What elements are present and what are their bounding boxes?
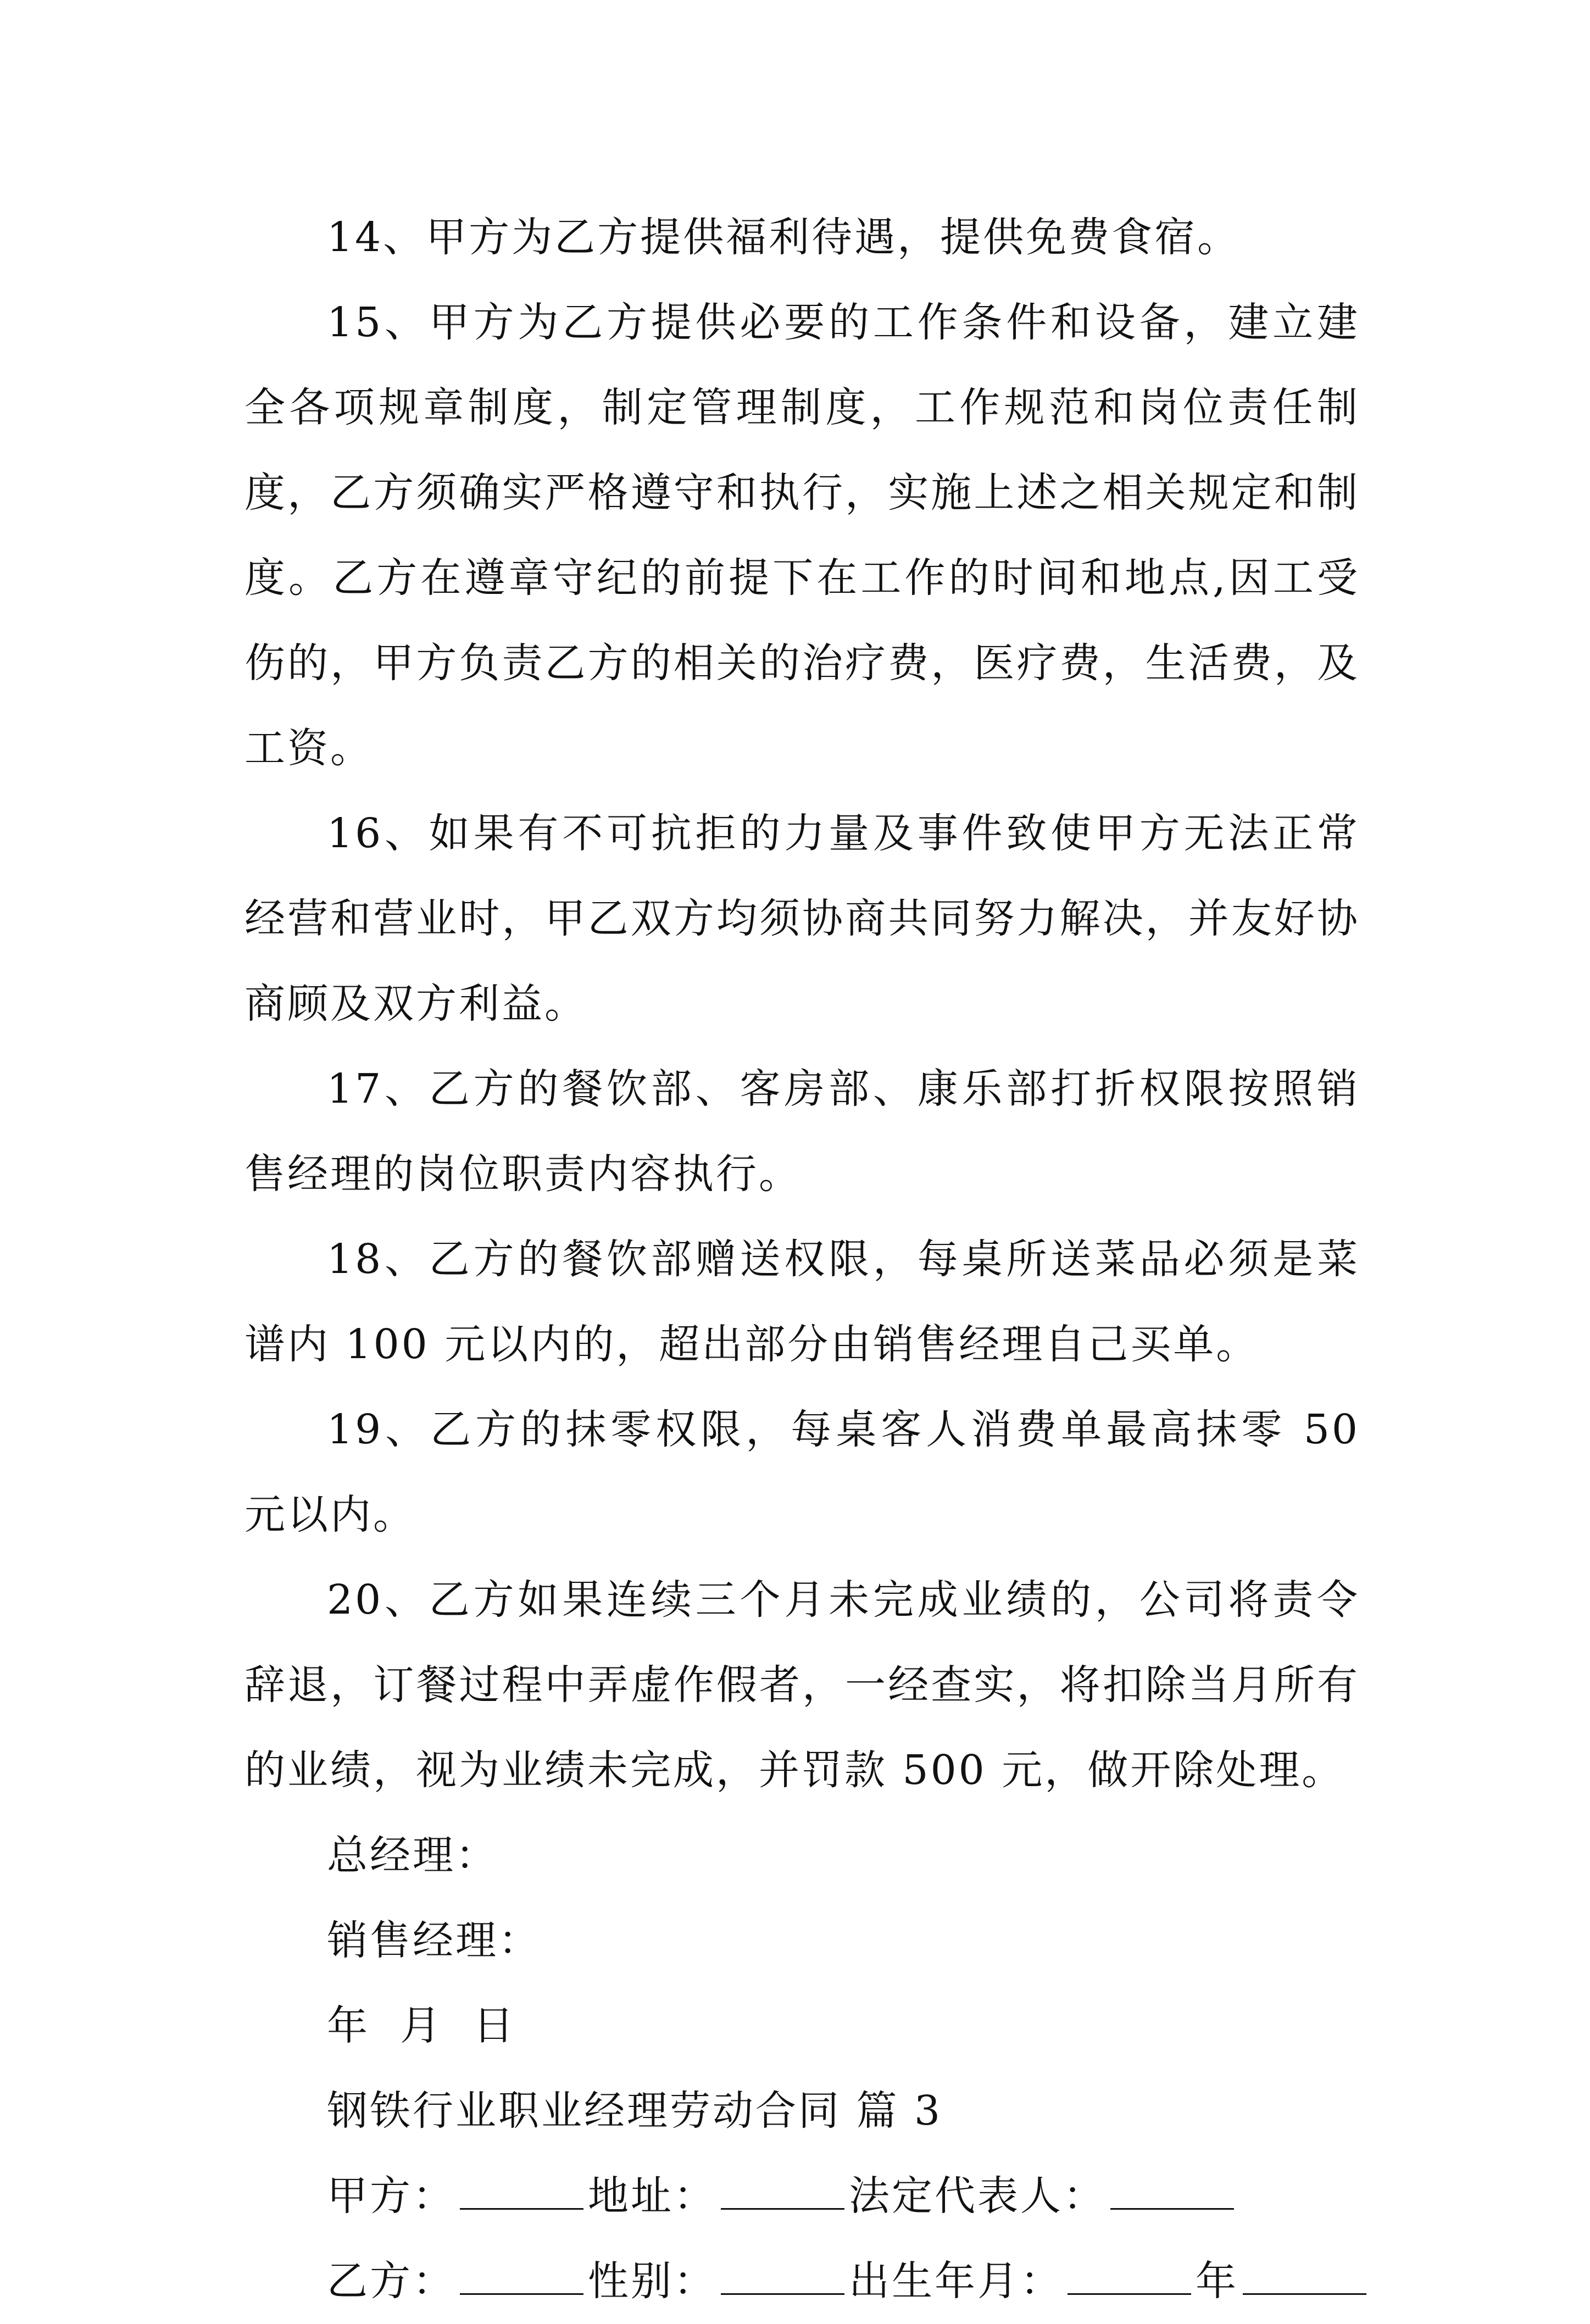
party-a-blank[interactable] — [460, 2175, 583, 2210]
party-b-month-blank[interactable] — [1243, 2260, 1366, 2295]
party-b-gender-label: 性别： — [588, 2258, 716, 2305]
clause-16: 16、如果有不可抗拒的力量及事件致使甲方无法正常经营和营业时，甲乙双方均须协商共同努力解决，并友好协商顾及双方利益。 — [244, 810, 1360, 1027]
party-b-birth-label: 出生年月： — [849, 2258, 1063, 2305]
clause-17: 17、乙方的餐饮部、客房部、康乐部打折权限按照销售经理的岗位职责内容执行。 — [244, 1065, 1360, 1198]
clause-15: 15、甲方为乙方提供必要的工作条件和设备，建立建全各项规章制度，制定管理制度，工作规范和岗位责任制度，乙方须确实严格遵守和执行，实施上述之相关规定和制度。乙方在遵章守纪的前提下在工作的时间和地点,因工受伤的，甲方负责乙方的相关的治疗费，医疗费，生活费，及工资。 — [244, 299, 1360, 772]
party-a-label: 甲方： — [327, 2172, 455, 2220]
contract-title: 钢铁行业职业经理劳动合同 篇 3 — [327, 2087, 943, 2134]
party-a-address-label: 地址： — [588, 2172, 716, 2220]
clause-20: 20、乙方如果连续三个月未完成业绩的，公司将责令辞退，订餐过程中弄虚作假者，一经查实，将扣除当月所有的业绩，视为业绩未完成，并罚款 500 元，做开除处理。 — [244, 1576, 1360, 1794]
party-a-legal-rep-blank[interactable] — [1110, 2175, 1234, 2210]
clause-19: 19、乙方的抹零权限，每桌客人消费单最高抹零 50 元以内。 — [244, 1406, 1360, 1538]
party-b-year-label: 年 — [1196, 2258, 1238, 2305]
signature-date: 年 月 日 — [327, 2002, 516, 2049]
clause-18: 18、乙方的餐饮部赠送权限，每桌所送菜品必须是菜谱内 100 元以内的，超出部分由销售经理自己买单。 — [244, 1236, 1360, 1368]
party-b-blank[interactable] — [460, 2260, 583, 2295]
party-b-gender-blank[interactable] — [721, 2260, 844, 2295]
general-manager-signature: 总经理： — [327, 1832, 498, 1879]
party-b-label: 乙方： — [327, 2258, 455, 2305]
party-a-address-blank[interactable] — [721, 2175, 844, 2210]
clause-14: 14、甲方为乙方提供福利待遇，提供免费食宿。 — [327, 214, 1241, 261]
document-page — [244, 195, 1360, 2324]
party-b-row — [244, 2239, 1360, 2324]
party-a-legal-rep-label: 法定代表人： — [849, 2172, 1106, 2220]
sales-manager-signature: 销售经理： — [327, 1917, 541, 1964]
party-a-row — [244, 2154, 1360, 2239]
party-b-birth-blank[interactable] — [1068, 2260, 1191, 2295]
